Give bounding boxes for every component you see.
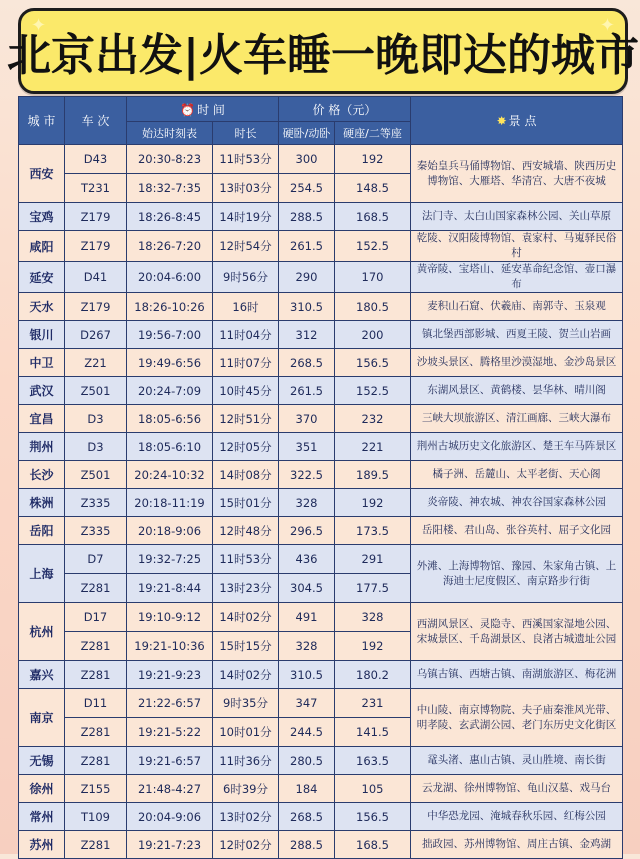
duration-cell: 11时53分 [213, 545, 279, 574]
schedule-cell: 18:05-6:56 [127, 405, 213, 433]
train-number: Z501 [65, 461, 127, 489]
sleeper-price: 300 [279, 145, 335, 174]
city-cell: 长沙 [19, 461, 65, 489]
sleeper-price: 347 [279, 689, 335, 718]
spots-cell: 岳阳楼、君山岛、张谷英村、屈子文化园 [411, 517, 623, 545]
schedule-cell: 20:04-6:00 [127, 262, 213, 293]
spots-cell: 黄帝陵、宝塔山、延安革命纪念馆、壶口瀑布 [411, 262, 623, 293]
train-number: D3 [65, 433, 127, 461]
duration-cell: 14时19分 [213, 203, 279, 231]
city-cell: 宝鸡 [19, 203, 65, 231]
sleeper-price: 288.5 [279, 203, 335, 231]
table-row [19, 321, 623, 349]
train-number: Z335 [65, 517, 127, 545]
table-row [19, 262, 623, 293]
train-number: Z281 [65, 747, 127, 775]
spots-cell: 拙政园、苏州博物馆、周庄古镇、金鸡湖 [411, 831, 623, 859]
train-number: Z501 [65, 377, 127, 405]
sleeper-price: 310.5 [279, 293, 335, 321]
duration-cell: 14时02分 [213, 661, 279, 689]
schedule-cell: 20:30-8:23 [127, 145, 213, 174]
seat-price: 189.5 [335, 461, 411, 489]
schedule-cell: 18:26-10:26 [127, 293, 213, 321]
sleeper-price: 312 [279, 321, 335, 349]
header-city: 城 市 [19, 97, 65, 145]
spots-cell: 橘子洲、岳麓山、太平老街、天心阁 [411, 461, 623, 489]
header-price: 价 格（元） [279, 97, 411, 122]
train-number: T231 [65, 174, 127, 203]
duration-cell: 14时02分 [213, 603, 279, 632]
sleeper-price: 268.5 [279, 349, 335, 377]
schedule-cell: 20:18-11:19 [127, 489, 213, 517]
train-number: Z281 [65, 831, 127, 859]
city-cell: 延安 [19, 262, 65, 293]
spots-cell: 乾陵、汉阳陵博物馆、袁家村、马嵬驿民俗村 [411, 231, 623, 262]
train-number: Z335 [65, 489, 127, 517]
seat-price: 148.5 [335, 174, 411, 203]
train-number: D267 [65, 321, 127, 349]
sleeper-price: 280.5 [279, 747, 335, 775]
train-number: Z21 [65, 349, 127, 377]
schedule-cell: 21:48-4:27 [127, 775, 213, 803]
seat-price: 168.5 [335, 203, 411, 231]
title-banner [6, 8, 640, 94]
city-cell: 无锡 [19, 747, 65, 775]
seat-price: 168.5 [335, 831, 411, 859]
sleeper-price: 436 [279, 545, 335, 574]
schedule-cell: 20:24-10:32 [127, 461, 213, 489]
seat-price: 152.5 [335, 377, 411, 405]
train-number: D11 [65, 689, 127, 718]
schedule-cell: 19:21-10:36 [127, 632, 213, 661]
sleeper-price: 254.5 [279, 174, 335, 203]
seat-price: 141.5 [335, 718, 411, 747]
page-title: 北京出发|火车睡一晚即达的城市 [6, 30, 640, 81]
duration-cell: 11时07分 [213, 349, 279, 377]
spots-cell: 乌镇古镇、西塘古镇、南湖旅游区、梅花洲 [411, 661, 623, 689]
seat-price: 328 [335, 603, 411, 632]
schedule-cell: 19:56-7:00 [127, 321, 213, 349]
duration-cell: 12时54分 [213, 231, 279, 262]
seat-price: 173.5 [335, 517, 411, 545]
duration-cell: 12时48分 [213, 517, 279, 545]
table-row [19, 517, 623, 545]
header-schedule: 始达时刻表 [127, 122, 213, 145]
city-cell: 株洲 [19, 489, 65, 517]
spots-cell: 荆州古城历史文化旅游区、楚王车马阵景区 [411, 433, 623, 461]
spots-cell: 秦始皇兵马俑博物馆、西安城墙、陕西历史博物馆、大雁塔、华清宫、大唐不夜城 [411, 145, 623, 203]
seat-price: 231 [335, 689, 411, 718]
spots-cell: 炎帝陵、神农城、神农谷国家森林公园 [411, 489, 623, 517]
schedule-cell: 18:05-6:10 [127, 433, 213, 461]
train-number: D7 [65, 545, 127, 574]
city-cell: 嘉兴 [19, 661, 65, 689]
header-seat: 硬座/二等座 [335, 122, 411, 145]
spots-cell: 麦积山石窟、伏羲庙、南郭寺、玉泉观 [411, 293, 623, 321]
seat-price: 156.5 [335, 803, 411, 831]
seat-price: 180.5 [335, 293, 411, 321]
schedule-cell: 19:49-6:56 [127, 349, 213, 377]
schedule-cell: 19:21-8:44 [127, 574, 213, 603]
train-table [18, 96, 623, 859]
sleeper-price: 328 [279, 489, 335, 517]
schedule-cell: 20:18-9:06 [127, 517, 213, 545]
train-number: Z281 [65, 661, 127, 689]
train-number: D3 [65, 405, 127, 433]
sleeper-price: 328 [279, 632, 335, 661]
spots-cell: 沙坡头景区、腾格里沙漠湿地、金沙岛景区 [411, 349, 623, 377]
schedule-cell: 20:24-7:09 [127, 377, 213, 405]
seat-price: 152.5 [335, 231, 411, 262]
seat-price: 170 [335, 262, 411, 293]
duration-cell: 13时23分 [213, 574, 279, 603]
sparkle-icon: ✦ [31, 15, 47, 36]
duration-cell: 13时03分 [213, 174, 279, 203]
duration-cell: 12时51分 [213, 405, 279, 433]
table-row [19, 831, 623, 859]
city-cell: 中卫 [19, 349, 65, 377]
table-row [19, 603, 623, 632]
spots-cell: 法门寺、太白山国家森林公园、关山草原 [411, 203, 623, 231]
train-number: Z179 [65, 203, 127, 231]
table-body [19, 145, 623, 859]
sleeper-price: 491 [279, 603, 335, 632]
table-row [19, 433, 623, 461]
table-row [19, 377, 623, 405]
seat-price: 105 [335, 775, 411, 803]
city-cell: 咸阳 [19, 231, 65, 262]
city-cell: 常州 [19, 803, 65, 831]
duration-cell: 9时56分 [213, 262, 279, 293]
duration-cell: 14时08分 [213, 461, 279, 489]
header-train: 车 次 [65, 97, 127, 145]
city-cell: 上海 [19, 545, 65, 603]
sleeper-price: 261.5 [279, 377, 335, 405]
duration-cell: 10时45分 [213, 377, 279, 405]
city-cell: 岳阳 [19, 517, 65, 545]
train-number: D41 [65, 262, 127, 293]
header-duration: 时长 [213, 122, 279, 145]
sleeper-price: 296.5 [279, 517, 335, 545]
seat-price: 291 [335, 545, 411, 574]
schedule-cell: 19:21-9:23 [127, 661, 213, 689]
seat-price: 156.5 [335, 349, 411, 377]
duration-cell: 15时15分 [213, 632, 279, 661]
duration-cell: 9时35分 [213, 689, 279, 718]
train-number: Z281 [65, 632, 127, 661]
train-number: Z179 [65, 231, 127, 262]
train-number: Z179 [65, 293, 127, 321]
seat-price: 177.5 [335, 574, 411, 603]
spots-cell: 镇北堡西部影城、西夏王陵、贺兰山岩画 [411, 321, 623, 349]
city-cell: 西安 [19, 145, 65, 203]
seat-price: 180.2 [335, 661, 411, 689]
seat-price: 232 [335, 405, 411, 433]
train-number: T109 [65, 803, 127, 831]
schedule-cell: 21:22-6:57 [127, 689, 213, 718]
duration-cell: 6时39分 [213, 775, 279, 803]
spots-cell: 云龙湖、徐州博物馆、龟山汉墓、戏马台 [411, 775, 623, 803]
city-cell: 武汉 [19, 377, 65, 405]
table-row [19, 145, 623, 174]
table-row [19, 461, 623, 489]
table-row [19, 489, 623, 517]
spots-cell: 东湖风景区、黄鹤楼、昙华林、晴川阁 [411, 377, 623, 405]
sleeper-price: 184 [279, 775, 335, 803]
schedule-cell: 18:26-7:20 [127, 231, 213, 262]
table-row [19, 545, 623, 574]
train-number: Z281 [65, 574, 127, 603]
sparkle-star-icon: ✸ [496, 114, 507, 128]
seat-price: 221 [335, 433, 411, 461]
schedule-cell: 19:10-9:12 [127, 603, 213, 632]
table-row [19, 203, 623, 231]
duration-cell: 15时01分 [213, 489, 279, 517]
sleeper-price: 304.5 [279, 574, 335, 603]
schedule-cell: 18:26-8:45 [127, 203, 213, 231]
table-row [19, 293, 623, 321]
schedule-cell: 19:21-5:22 [127, 718, 213, 747]
duration-cell: 13时02分 [213, 803, 279, 831]
table-row [19, 803, 623, 831]
duration-cell: 12时02分 [213, 831, 279, 859]
spots-cell: 外滩、上海博物馆、豫园、朱家角古镇、上海迪士尼度假区、南京路步行街 [411, 545, 623, 603]
table-row [19, 405, 623, 433]
train-number: D17 [65, 603, 127, 632]
spots-cell: 中华恐龙园、淹城春秋乐园、红梅公园 [411, 803, 623, 831]
seat-price: 192 [335, 145, 411, 174]
duration-cell: 11时53分 [213, 145, 279, 174]
duration-cell: 11时04分 [213, 321, 279, 349]
sleeper-price: 261.5 [279, 231, 335, 262]
duration-cell: 10时01分 [213, 718, 279, 747]
spots-cell: 鼋头渚、惠山古镇、灵山胜境、南长街 [411, 747, 623, 775]
seat-price: 192 [335, 489, 411, 517]
header-spots: ✸ 景 点 [411, 97, 623, 145]
sleeper-price: 322.5 [279, 461, 335, 489]
schedule-cell: 19:21-7:23 [127, 831, 213, 859]
table-row [19, 349, 623, 377]
sleeper-price: 351 [279, 433, 335, 461]
table-row [19, 231, 623, 262]
spots-cell: 中山陵、南京博物院、夫子庙秦淮风光带、明孝陵、玄武湖公园、老门东历史文化街区 [411, 689, 623, 747]
city-cell: 天水 [19, 293, 65, 321]
sleeper-price: 310.5 [279, 661, 335, 689]
train-number: Z281 [65, 718, 127, 747]
city-cell: 杭州 [19, 603, 65, 661]
duration-cell: 16时 [213, 293, 279, 321]
city-cell: 南京 [19, 689, 65, 747]
city-cell: 苏州 [19, 831, 65, 859]
sleeper-price: 244.5 [279, 718, 335, 747]
table-row [19, 689, 623, 718]
table-row [19, 775, 623, 803]
table-row [19, 661, 623, 689]
schedule-cell: 18:32-7:35 [127, 174, 213, 203]
seat-price: 200 [335, 321, 411, 349]
schedule-cell: 19:21-6:57 [127, 747, 213, 775]
schedule-cell: 20:04-9:06 [127, 803, 213, 831]
spots-cell: 西湖风景区、灵隐寺、西溪国家湿地公园、宋城景区、千岛湖景区、良渚古城遗址公园 [411, 603, 623, 661]
seat-price: 163.5 [335, 747, 411, 775]
spots-cell: 三峡大坝旅游区、清江画廊、三峡大瀑布 [411, 405, 623, 433]
alarm-clock-icon: ⏰ [180, 102, 196, 117]
seat-price: 192 [335, 632, 411, 661]
city-cell: 荆州 [19, 433, 65, 461]
duration-cell: 11时36分 [213, 747, 279, 775]
duration-cell: 12时05分 [213, 433, 279, 461]
table-row [19, 747, 623, 775]
sleeper-price: 288.5 [279, 831, 335, 859]
city-cell: 宜昌 [19, 405, 65, 433]
header-time: ⏰ 时 间 [127, 97, 279, 122]
sleeper-price: 370 [279, 405, 335, 433]
city-cell: 徐州 [19, 775, 65, 803]
schedule-cell: 19:32-7:25 [127, 545, 213, 574]
sleeper-price: 290 [279, 262, 335, 293]
sparkle-icon: ✦ [599, 15, 615, 36]
city-cell: 银川 [19, 321, 65, 349]
train-number: D43 [65, 145, 127, 174]
sleeper-price: 268.5 [279, 803, 335, 831]
train-number: Z155 [65, 775, 127, 803]
header-sleeper: 硬卧/动卧 [279, 122, 335, 145]
